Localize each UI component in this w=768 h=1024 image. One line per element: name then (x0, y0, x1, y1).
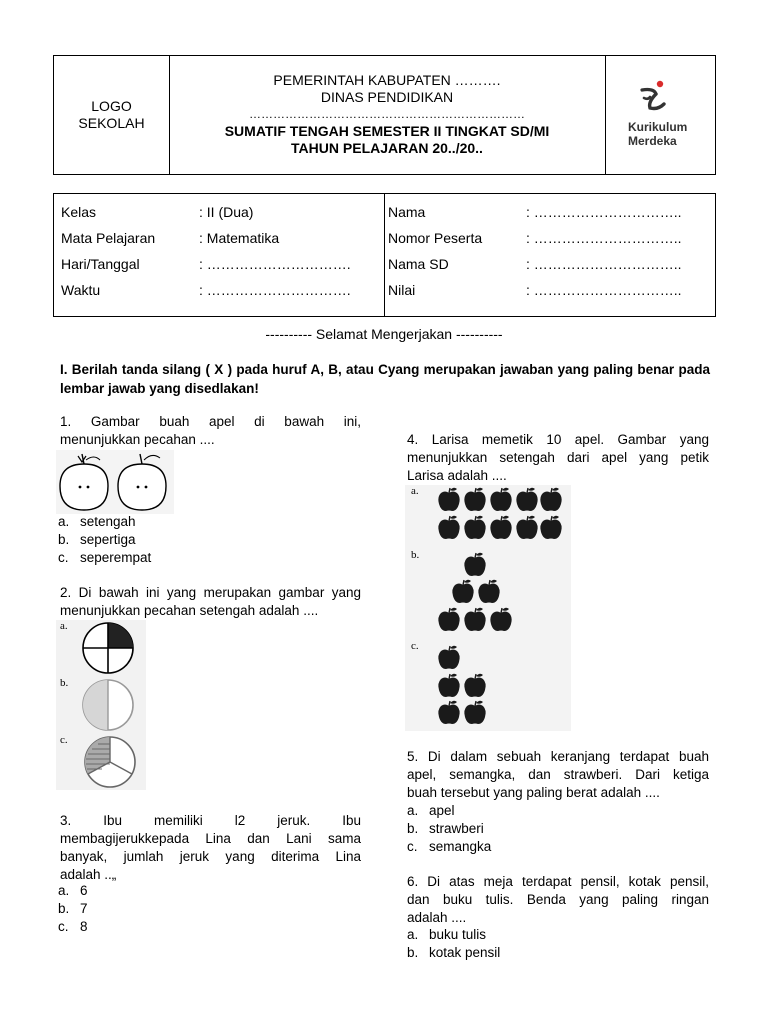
info-label-score: Nilai (388, 282, 416, 298)
question-1-option-c[interactable] (58, 549, 151, 567)
info-left-column (54, 194, 385, 316)
question-1-option-a[interactable] (58, 513, 136, 531)
brand-line1: Kurikulum (628, 120, 688, 134)
question-5-line2: apel, semangka, dan strawberi. Dari ketiga (407, 767, 709, 782)
question-6-line1: 6. Di atas meja terdapat pensil, kotak pensil, (407, 874, 709, 889)
question-4 (407, 431, 709, 485)
info-right-column (384, 194, 717, 316)
image-label-b: b. (60, 677, 69, 689)
image-label-c: c. (60, 734, 68, 746)
option-text: apel (429, 803, 455, 818)
question-3-option-a[interactable] (58, 882, 88, 900)
question-3-line2: membagijerukkepada Lina dan Lani sama (60, 831, 361, 846)
info-label-school-name: Nama SD (388, 256, 449, 272)
header-title-block (169, 56, 606, 174)
option-letter: b. (58, 532, 70, 547)
info-label-subject: Mata Pelajaran (61, 230, 156, 246)
info-label-date: Hari/Tanggal (61, 256, 140, 272)
apple-halves-image (56, 450, 174, 514)
question-5-option-a[interactable] (407, 802, 455, 820)
option-letter: c. (407, 839, 418, 854)
brand-text (628, 120, 687, 148)
option-text: 8 (80, 919, 88, 934)
question-1-line1: 1. Gambar buah apel di bawah ini, (60, 414, 361, 429)
info-value-name: : ………………………….. (526, 204, 682, 220)
school-logo-placeholder (54, 56, 170, 174)
option-letter: b. (58, 901, 70, 916)
apple-groups-image (405, 485, 571, 731)
option-letter: a. (58, 883, 70, 898)
question-5 (407, 748, 709, 802)
info-label-name: Nama (388, 204, 426, 220)
option-text: strawberi (429, 821, 484, 836)
question-3-option-c[interactable] (58, 918, 88, 936)
exam-title: SUMATIF TENGAH SEMESTER II TINGKAT SD/MI (224, 123, 550, 139)
question-1-option-b[interactable] (58, 531, 136, 549)
question-2 (60, 584, 361, 620)
government-line: PEMERINTAH KABUPATEN ………. (273, 72, 501, 88)
info-label-participant-number: Nomor Peserta (388, 230, 483, 246)
info-value-date: : …………………………. (199, 256, 351, 272)
info-label-time: Waktu (61, 282, 101, 298)
question-6-option-b[interactable] (407, 944, 500, 962)
image-label-a: a. (60, 620, 68, 632)
option-letter: c. (58, 550, 69, 565)
logo-line1: LOGO (91, 98, 132, 114)
info-value-class: : II (Dua) (199, 204, 254, 220)
question-6-line2: dan buku tulis. Benda yang paling ringan (407, 892, 709, 907)
question-3-line3: banyak, jumlah jeruk yang diterima Lina (60, 849, 361, 864)
question-6-line3: adalah .... (407, 910, 467, 925)
kurikulum-merdeka-logo (606, 56, 716, 174)
question-2-line1: 2. Di bawah ini yang merupakan gambar yang (60, 585, 361, 600)
question-3 (60, 812, 361, 884)
question-2-line2: menunjukkan pecahan setengah adalah .... (60, 603, 319, 618)
image-label-a: a. (411, 485, 419, 497)
question-3-option-b[interactable] (58, 900, 88, 918)
kurikulum-merdeka-icon (634, 80, 674, 120)
instruction: I. Berilah tanda silang ( X ) pada huruf A, B, atau Cyang merupakan jawaban yang paling benar pada lembar jawab yang disedlakan! (60, 362, 710, 396)
info-value-school-name: : ………………………….. (526, 256, 682, 272)
option-text: buku tulis (429, 927, 487, 942)
question-5-option-c[interactable] (407, 838, 491, 856)
logo-line2: SEKOLAH (78, 115, 145, 131)
dotted-line: …………………………………………………………… (249, 107, 525, 121)
question-4-line3: Larisa adalah .... (407, 468, 507, 483)
question-4-line2: menunjukkan setengah dari apel yang petik (407, 450, 709, 465)
question-5-option-b[interactable] (407, 820, 484, 838)
option-letter: a. (58, 514, 70, 529)
student-info-box (53, 193, 716, 317)
option-text: sepertiga (80, 532, 136, 547)
option-letter: c. (58, 919, 69, 934)
option-letter: b. (407, 821, 419, 836)
question-1-line2: menunjukkan pecahan .... (60, 432, 215, 447)
fraction-circles-image (56, 620, 146, 790)
question-4-line1: 4. Larisa memetik 10 apel. Gambar yang (407, 432, 709, 447)
question-6-option-a[interactable] (407, 926, 486, 944)
department-line: DINAS PENDIDIKAN (320, 89, 454, 105)
brand-line2: Merdeka (628, 134, 677, 148)
image-label-b: b. (411, 549, 420, 561)
option-letter: b. (407, 945, 419, 960)
info-value-score: : ………………………….. (526, 282, 682, 298)
question-3-line1: 3. Ibu memiliki l2 jeruk. Ibu (60, 813, 361, 828)
option-letter: a. (407, 803, 419, 818)
option-text: seperempat (80, 550, 152, 565)
option-text: kotak pensil (429, 945, 501, 960)
option-text: 7 (80, 901, 88, 916)
info-value-subject: : Matematika (199, 230, 280, 246)
question-3-line4: adalah ..„ (60, 867, 117, 882)
info-value-time: : …………………………. (199, 282, 351, 298)
question-5-line1: 5. Di dalam sebuah keranjang terdapat buah (407, 749, 709, 764)
greeting: ---------- Selamat Mengerjakan ---------- (265, 326, 503, 342)
option-letter: a. (407, 927, 419, 942)
question-6 (407, 873, 709, 927)
info-value-participant-number: : ………………………….. (526, 230, 682, 246)
info-label-class: Kelas (61, 204, 97, 220)
question-5-line3: buah tersebut yang paling berat adalah .... (407, 785, 660, 800)
header-box (53, 55, 716, 175)
question-1 (60, 413, 361, 449)
school-year: TAHUN PELAJARAN 20../20.. (291, 140, 483, 156)
option-text: 6 (80, 883, 88, 898)
image-label-c: c. (411, 640, 419, 652)
option-text: semangka (429, 839, 492, 854)
option-text: setengah (80, 514, 136, 529)
